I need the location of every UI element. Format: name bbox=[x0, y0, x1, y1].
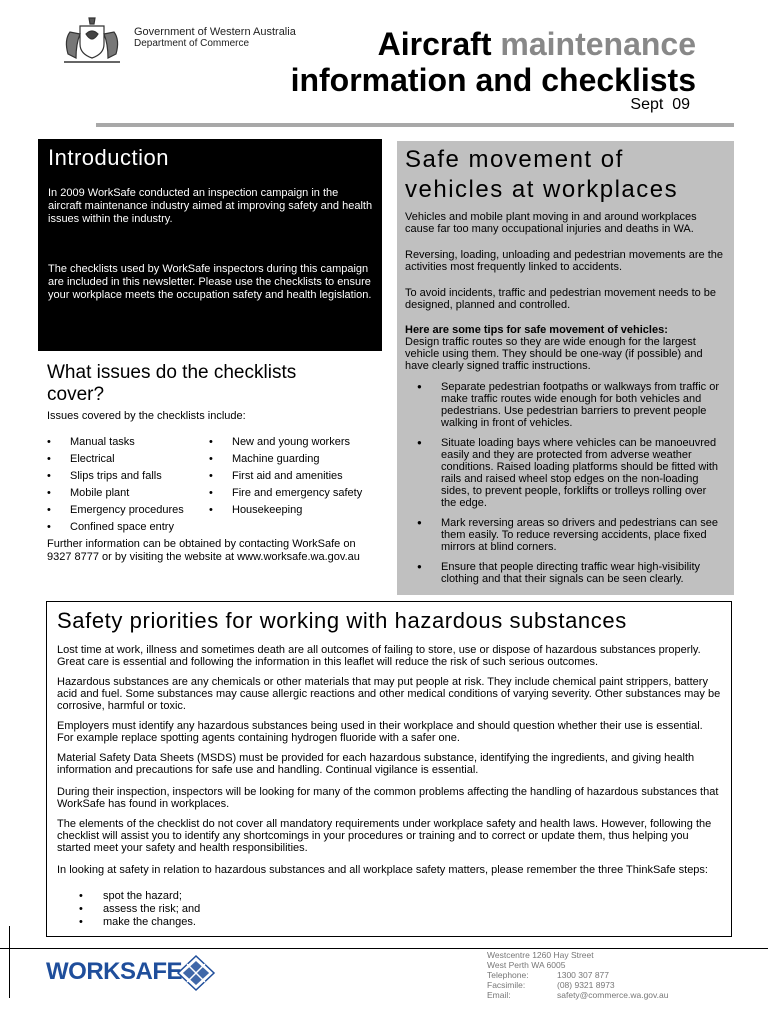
list-item: • assess the risk; and bbox=[79, 903, 200, 916]
address-line-1: Westcentre 1260 Hay Street bbox=[487, 950, 594, 960]
email-label: Email: bbox=[487, 990, 511, 1000]
title-line-2: information and checklists bbox=[290, 62, 696, 98]
government-department-label bbox=[134, 26, 296, 50]
hazard-paragraph: The elements of the checklist do not cover all mandatory requirements under workplace safety and health laws. However, following the checklist will assist you to identify any shortcomings in your procedures or training and to correct or update them, thus helping you started meet your safety and health responsibilities. bbox=[57, 818, 712, 854]
hazard-paragraph: Employers must identify any hazardous substances being used in their workplace and should question whether their use is essential. For example replace spotting agents containing hydrogen fluoride with a safer one. bbox=[57, 720, 703, 744]
list-item: ● Ensure that people directing traffic wear high-visibility clothing and that their signals can be seen clearly. bbox=[417, 561, 723, 585]
email-value: safety@commerce.wa.gov.au bbox=[557, 990, 669, 1000]
further-information-text: Further information can be obtained by contacting WorkSafe on 9327 8777 or by visiting the website at www.worksafe.wa.gov.au bbox=[47, 538, 360, 563]
list-item: • New and young workers bbox=[209, 434, 362, 451]
title-part-grey: maintenance bbox=[500, 26, 696, 62]
introduction-paragraph-2: The checklists used by WorkSafe inspectors during this campaign are included in this newsletter. Please use the checklists to ensure your workplace meets the occupation safety and health legislation. bbox=[48, 263, 372, 301]
introduction-panel bbox=[38, 139, 382, 351]
hazard-paragraph: In looking at safety in relation to hazardous substances and all workplace safety matters, please remember the three ThinkSafe steps: bbox=[57, 864, 708, 876]
thinksafe-steps-list bbox=[79, 890, 200, 929]
telephone-label: Telephone: bbox=[487, 970, 529, 980]
worksafe-diamond-icon bbox=[176, 954, 216, 992]
tips-list bbox=[417, 381, 723, 593]
hazard-paragraph: Hazardous substances are any chemicals or other materials that may put people at risk. They include chemical paint strippers, battery acid and fuel. Some substances may cause allergic reactions and other medical conditions of varying severity. Other substances may be corrosive, harmful or toxic. bbox=[57, 676, 721, 712]
list-item: • Mobile plant bbox=[47, 485, 184, 502]
department-name: Department of Commerce bbox=[134, 38, 250, 49]
introduction-heading: Introduction bbox=[48, 145, 169, 170]
telephone-value: 1300 307 877 bbox=[557, 970, 609, 980]
list-item: ● Mark reversing areas so drivers and pedestrians can see them easily. To reduce reversing accidents, place fixed mirrors at blind corners. bbox=[417, 517, 723, 553]
facsimile-label: Facsimile: bbox=[487, 980, 526, 990]
page-title bbox=[291, 26, 696, 98]
worksafe-logo-text: WORKSAFE bbox=[46, 958, 182, 985]
list-item: ● Situate loading bays where vehicles can be manoeuvred easily and they are protected from adverse weather conditions. Raised loading platforms should be fitted with rails and raised wheel stop edges on the non-loading sides, to prevent people, forklifts or trolleys rolling over the edge. bbox=[417, 437, 723, 509]
list-item: • Electrical bbox=[47, 451, 184, 468]
facsimile-value: (08) 9321 8973 bbox=[557, 980, 615, 990]
hazardous-substances-heading: Safety priorities for working with hazardous substances bbox=[57, 608, 627, 633]
tips-heading: Here are some tips for safe movement of vehicles: bbox=[405, 324, 668, 336]
issues-heading: What issues do the checklists cover? bbox=[47, 362, 297, 405]
hazard-paragraph: Lost time at work, illness and sometimes death are all outcomes of failing to store, use or dispose of hazardous substances properly. Great care is essential and following the information in this leaflet will reduce the risk of such serious outcomes. bbox=[57, 644, 701, 668]
movement-paragraph-1: Vehicles and mobile plant moving in and around workplaces cause far too many occupational injuries and deaths in WA. bbox=[405, 211, 697, 235]
hazard-paragraph: During their inspection, inspectors will be looking for many of the common problems affecting the handling of hazardous substances that WorkSafe has found in workplaces. bbox=[57, 786, 719, 810]
list-item: ● Separate pedestrian footpaths or walkways from traffic or make traffic routes wide enough for both vehicles and pedestrians. Use pedestrian barriers to prevent people walking in front of vehicles. bbox=[417, 381, 723, 429]
list-item: • First aid and amenities bbox=[209, 468, 362, 485]
tips-intro: Design traffic routes so they are wide enough for the largest vehicle using them. They should be one-way (if possible) and have clearly signed traffic instructions. bbox=[405, 336, 703, 372]
hazardous-substances-panel bbox=[46, 601, 732, 937]
safe-movement-heading: Safe movement of vehicles at workplaces bbox=[405, 146, 679, 203]
list-item: • Housekeeping bbox=[209, 502, 362, 519]
issues-list-column-2 bbox=[209, 434, 362, 519]
hazard-paragraph: Material Safety Data Sheets (MSDS) must be provided for each hazardous substance, identifying the ingredients, and giving health information and precautions for safe use and handling. Continual vigilance is essential. bbox=[57, 752, 695, 776]
issue-date: Sept 09 bbox=[630, 96, 690, 113]
list-item: • Confined space entry bbox=[47, 519, 184, 536]
footer-divider bbox=[0, 948, 768, 949]
contact-details bbox=[487, 950, 668, 1000]
list-item: • Fire and emergency safety bbox=[209, 485, 362, 502]
issues-subheading: Issues covered by the checklists include: bbox=[47, 410, 246, 422]
list-item: • Slips trips and falls bbox=[47, 468, 184, 485]
list-item: • spot the hazard; bbox=[79, 890, 200, 903]
address-line-2: West Perth WA 6005 bbox=[487, 960, 566, 970]
header-divider bbox=[96, 123, 734, 127]
issues-list-column-1 bbox=[47, 434, 184, 536]
crop-mark-vertical bbox=[9, 926, 10, 998]
government-name: Government of Western Australia bbox=[134, 26, 296, 38]
list-item: • make the changes. bbox=[79, 916, 200, 929]
list-item: • Emergency procedures bbox=[47, 502, 184, 519]
wa-coat-of-arms-logo bbox=[56, 12, 128, 68]
safe-movement-panel bbox=[397, 141, 734, 595]
introduction-paragraph-1: In 2009 WorkSafe conducted an inspection campaign in the aircraft maintenance industry aimed at improving safety and health issues within the industry. bbox=[48, 187, 373, 225]
title-part-bold: Aircraft bbox=[377, 26, 501, 62]
movement-paragraph-2: Reversing, loading, unloading and pedestrian movements are the activities most frequently linked to accidents. bbox=[405, 249, 723, 273]
list-item: • Machine guarding bbox=[209, 451, 362, 468]
movement-paragraph-3: To avoid incidents, traffic and pedestrian movement needs to be designed, planned and controlled. bbox=[405, 287, 717, 311]
list-item: • Manual tasks bbox=[47, 434, 184, 451]
